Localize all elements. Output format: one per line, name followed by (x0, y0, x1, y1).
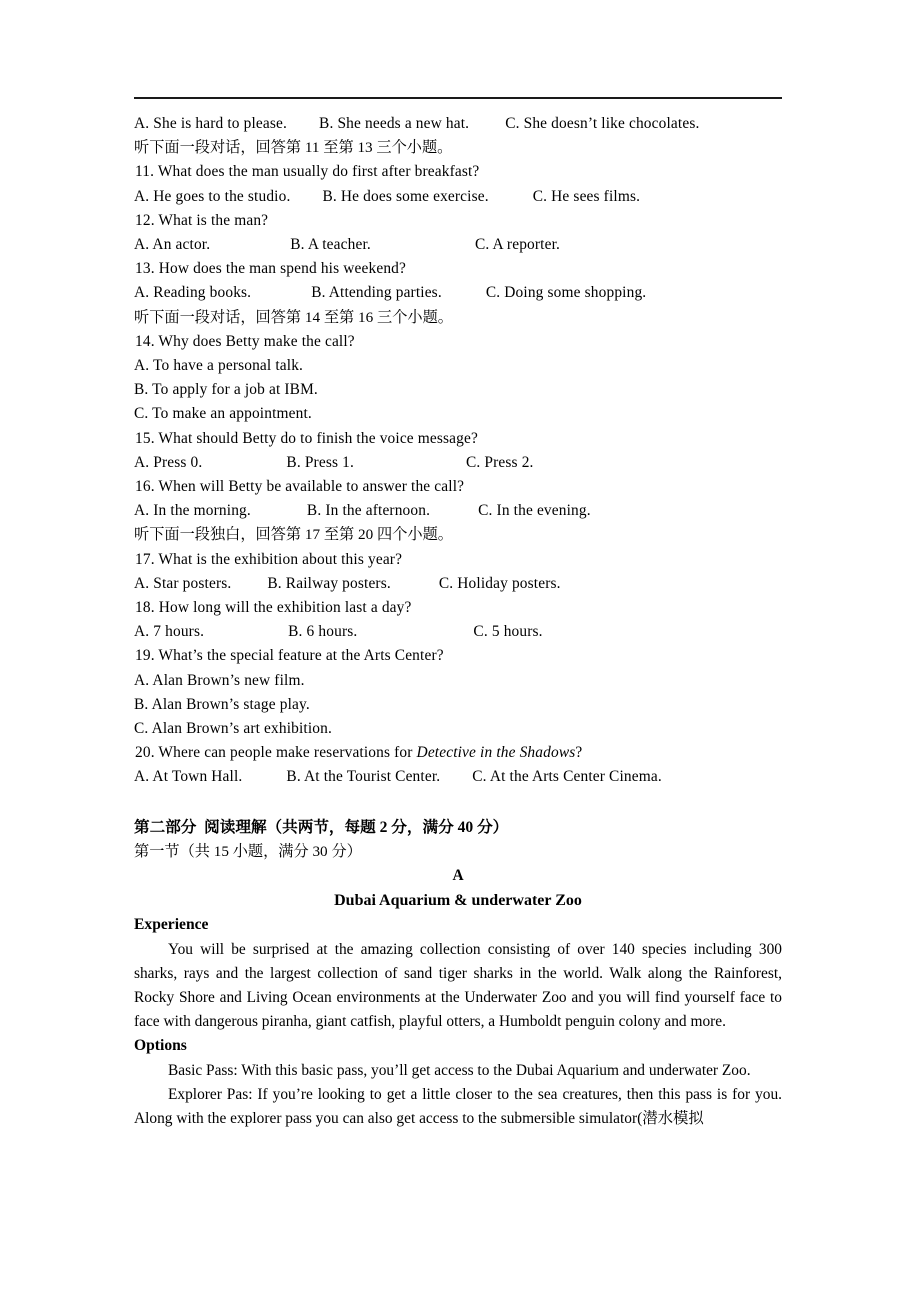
question-12-stem: 12. What is the man? (135, 211, 269, 229)
question-14-option-a: A. To have a personal talk. (134, 357, 304, 375)
question-14-option-c: C. To make an appointment. (134, 405, 312, 423)
listening-direction-17-20: 听下面一段独白，回答第 17 至第 20 四个小题。 (134, 526, 453, 544)
options-heading: Options (134, 1037, 187, 1055)
part-two-section-one: 第一节（共 15 小题，满分 30 分） (134, 842, 362, 860)
question-14-stem: 14. Why does Betty make the call? (135, 332, 355, 350)
question-11-stem: 11. What does the man usually do first after breakfast? (135, 163, 480, 181)
question-16-options: A. In the morning. B. In the afternoon. C. In the evening. (134, 502, 591, 520)
basic-pass-paragraph: Basic Pass: With this basic pass, you’ll get access to the Dubai Aquarium and underwater Zoo. (168, 1061, 751, 1079)
section-spacer (134, 790, 782, 816)
question-10-options: A. She is hard to please. B. She needs a new hat. C. She doesn’t like chocolates. (134, 115, 700, 132)
question-15-options: A. Press 0. B. Press 1. C. Press 2. (134, 453, 534, 471)
question-20-suffix: ? (575, 744, 583, 762)
header-rule (134, 97, 782, 99)
question-18-options: A. 7 hours. B. 6 hours. C. 5 hours. (134, 623, 543, 641)
listening-direction-14-16: 听下面一段对话，回答第 14 至第 16 三个小题。 (134, 308, 453, 326)
question-13-options: A. Reading books. B. Attending parties. C. Doing some shopping. (134, 284, 647, 302)
question-20-prefix: 20. Where can people make reservations for (135, 744, 417, 762)
experience-paragraph: You will be surprised at the amazing collection consisting of over 140 species including 300 sharks, rays and the largest collection of sand tiger sharks in the world. Walk along the Rainforest, Rocky Shore and Living Ocean environments at the Underwater Zoo and you will find yourself face to face with dangerous piranha, giant catfish, playful otters, a Humboldt penguin colony and more. (134, 940, 782, 1031)
page-content (134, 112, 782, 1131)
question-18-stem: 18. How long will the exhibition last a day? (135, 599, 412, 617)
question-12-options: A. An actor. B. A teacher. C. A reporter. (134, 236, 561, 254)
question-14-option-b: B. To apply for a job at IBM. (134, 381, 318, 399)
question-20-stem (134, 741, 782, 765)
question-19-option-c: C. Alan Brown’s art exhibition. (134, 720, 332, 738)
passage-title: Dubai Aquarium & underwater Zoo (334, 892, 582, 910)
question-16-stem: 16. When will Betty be available to answer the call? (135, 478, 465, 496)
question-20-title-italic: Detective in the Shadows (416, 744, 576, 762)
part-two-heading: 第二部分 阅读理解（共两节，每题 2 分，满分 40 分） (134, 818, 509, 836)
question-19-stem: 19. What’s the special feature at the Arts Center? (135, 647, 444, 665)
listening-direction-11-13: 听下面一段对话，回答第 11 至第 13 三个小题。 (134, 139, 453, 157)
question-15-stem: 15. What should Betty do to finish the voice message? (135, 429, 478, 447)
explorer-pass-paragraph: Explorer Pas: If you’re looking to get a little closer to the sea creatures, then this pass is for you. Along with the explorer pass you can also get access to the submersible simulator(潜水模拟 (134, 1085, 782, 1127)
question-13-stem: 13. How does the man spend his weekend? (135, 260, 407, 278)
passage-label-a: A (452, 867, 464, 885)
question-17-options: A. Star posters. B. Railway posters. C. Holiday posters. (134, 574, 561, 592)
question-17-stem: 17. What is the exhibition about this year? (135, 550, 403, 568)
exam-page (134, 0, 782, 1302)
question-11-options: A. He goes to the studio. B. He does some exercise. C. He sees films. (134, 187, 641, 205)
experience-heading: Experience (134, 916, 209, 934)
question-19-option-a: A. Alan Brown’s new film. (134, 671, 305, 689)
question-20-options: A. At Town Hall. B. At the Tourist Center. C. At the Arts Center Cinema. (134, 768, 662, 786)
question-19-option-b: B. Alan Brown’s stage play. (134, 695, 310, 713)
